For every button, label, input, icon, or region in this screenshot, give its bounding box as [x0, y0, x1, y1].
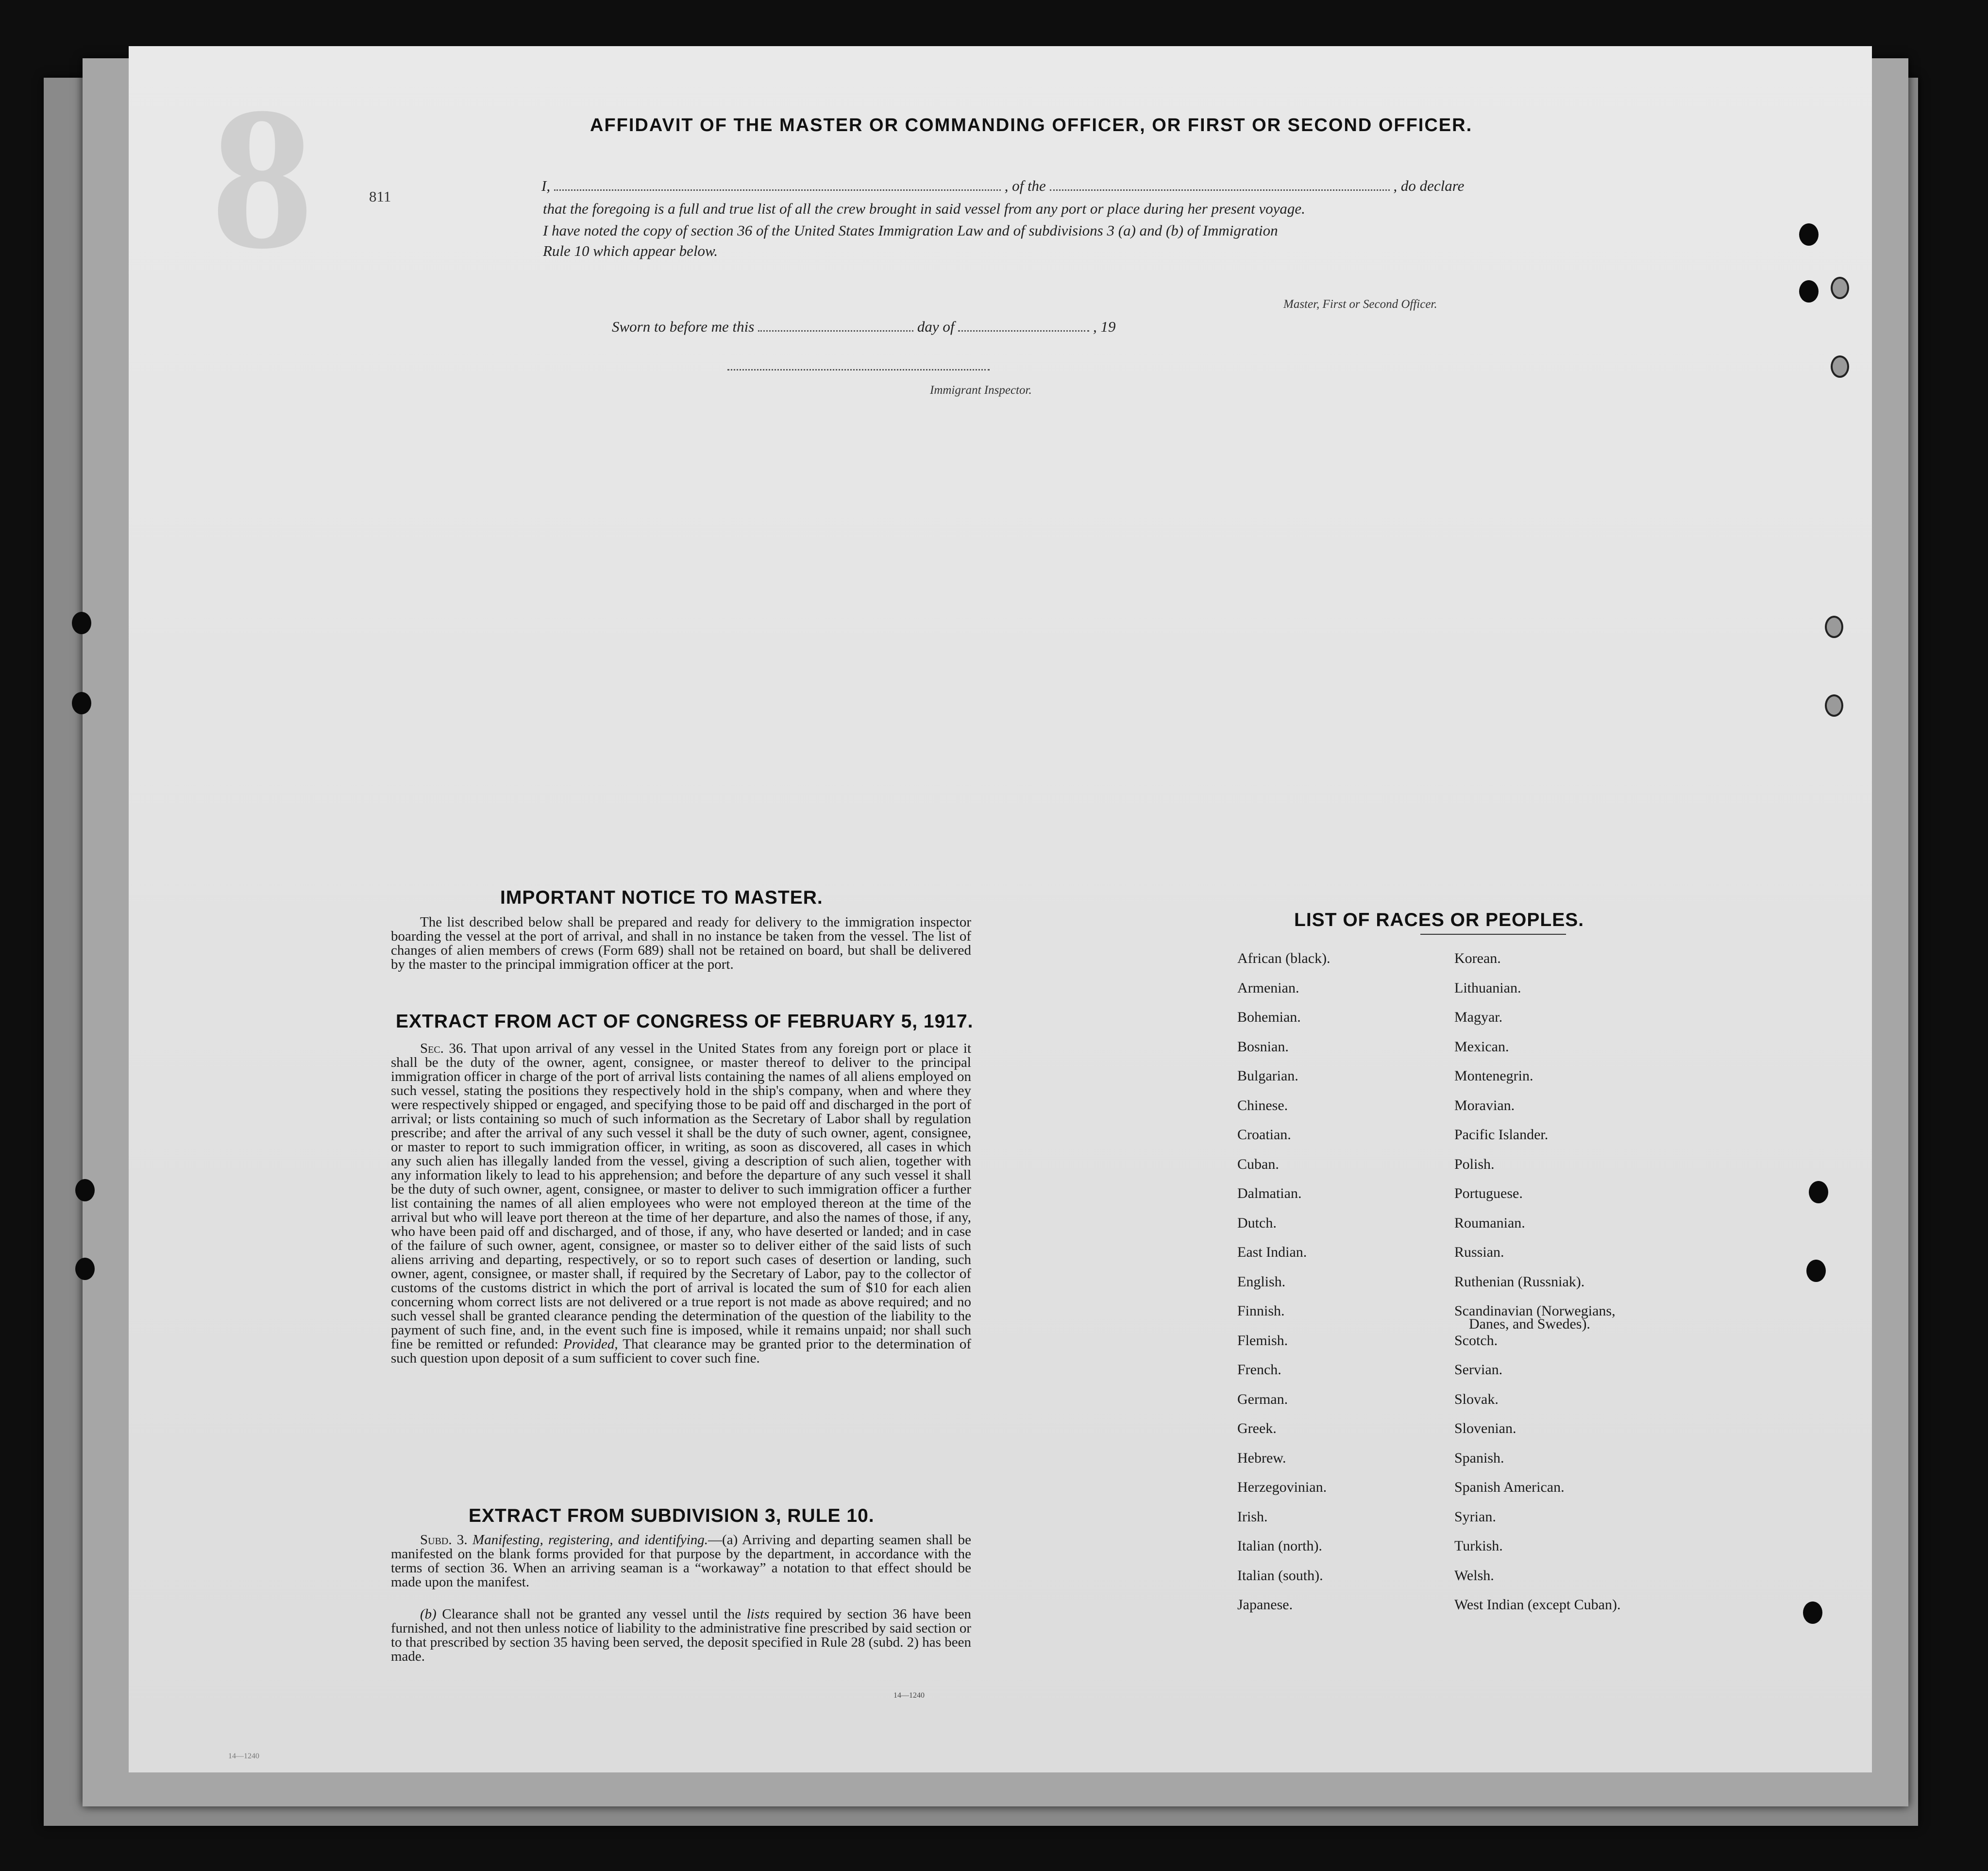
- race-left-item: East Indian.: [1237, 1244, 1307, 1260]
- declaration-line-3: I have noted the copy of section 36 of the United States Immigration Law and of subdivisions 3 (a) and (b) of Immigration: [543, 222, 1278, 239]
- race-left-item: Italian (south).: [1237, 1567, 1323, 1584]
- race-right-item: Mexican.: [1454, 1038, 1509, 1055]
- binder-hole: [1806, 1260, 1826, 1282]
- notice-title: IMPORTANT NOTICE TO MASTER.: [500, 887, 823, 908]
- race-right-item: Welsh.: [1454, 1567, 1494, 1584]
- act-extract-title: EXTRACT FROM ACT OF CONGRESS OF FEBRUARY 5, 1917.: [396, 1011, 974, 1032]
- inspector-label: Immigrant Inspector.: [930, 384, 1032, 397]
- binder-hole: [1825, 694, 1843, 717]
- binder-hole: [1799, 280, 1819, 303]
- races-title: LIST OF RACES OR PEOPLES.: [1294, 910, 1584, 930]
- race-right-item: Pacific Islander.: [1454, 1127, 1549, 1143]
- binder-hole: [1831, 355, 1849, 378]
- binder-hole: [75, 1179, 95, 1201]
- race-right-item: Servian.: [1454, 1362, 1503, 1378]
- race-right-item: Turkish.: [1454, 1538, 1503, 1554]
- race-right-item: Spanish.: [1454, 1450, 1504, 1466]
- race-left-item: Greek.: [1237, 1420, 1277, 1436]
- race-left-item: Finnish.: [1237, 1303, 1285, 1319]
- race-left-item: Armenian.: [1237, 979, 1299, 996]
- race-left-item: Flemish.: [1237, 1332, 1288, 1348]
- race-right-item: Roumanian.: [1454, 1214, 1525, 1231]
- binder-hole: [1809, 1181, 1828, 1203]
- subd-heading: Manifesting, registering, and identifying.: [472, 1532, 708, 1548]
- binder-hole: [1831, 277, 1849, 299]
- race-right-item: Lithuanian.: [1454, 979, 1521, 996]
- race-left-item: African (black).: [1237, 950, 1331, 966]
- race-left-item: Bohemian.: [1237, 1009, 1301, 1025]
- para-a-label: —(a): [708, 1532, 738, 1548]
- race-left-item: Dutch.: [1237, 1214, 1277, 1231]
- para-b-start: Clearance shall not be granted any vessel until the: [442, 1606, 741, 1622]
- sworn-month-blank: [958, 328, 1089, 332]
- bleed-through-stamp: 8: [211, 65, 313, 291]
- binder-hole: [75, 1258, 95, 1280]
- race-scandinavian-cont: Danes, and Swedes).: [1469, 1316, 1590, 1332]
- rule-extract-para-a: [391, 1533, 971, 1589]
- rule-extract-title: EXTRACT FROM SUBDIVISION 3, RULE 10.: [469, 1505, 875, 1526]
- para-b-end: required by section 36 have been furnished, and not then unless notice of liability to the administrative fine prescribed by said section or to that prescribed by section 35 having been served, the deposit specified in Rule 28 (subd. 2) has been made.: [391, 1606, 971, 1664]
- para-a-text: Arriving and departing seamen shall be manifested on the blank forms provided for that purpose by the department, in accordance with the terms of section 36. When an arriving seaman is a “workaway” a notation to that effect should be made upon the manifest.: [391, 1532, 971, 1590]
- race-right-item: Portuguese.: [1454, 1185, 1523, 1201]
- subd-label: Subd. 3.: [420, 1532, 468, 1548]
- declaration-of-the: , of the: [1004, 177, 1046, 194]
- declaration-line-4: Rule 10 which appear below.: [543, 242, 718, 259]
- race-right-item: Slovenian.: [1454, 1420, 1516, 1436]
- section-36-text: That upon arrival of any vessel in the United States from any foreign port or place it shall be the duty of the owner, agent, consignee, or master thereof to deliver to the principal immigration officer in charge of the port of arrival lists containing the names of all aliens employed on such vessel, stating the positions they respectively hold in the ship's company, when and where they were respectively shipped or engaged, and specifying those to be paid off and discharged in the port of arrival; or lists containing so much of such information as the Secretary of Labor shall by regulation prescribe; and after the arrival of any such vessel it shall be the duty of such owner, agent, consignee, or master to report to such immigration officer, in writing, as soon as discovered, all cases in which any such alien has illegally landed from the vessel, giving a description of such alien, together with any information likely to lead to his apprehension; and before the departure of any such vessel it shall be the duty of such owner, agent, consignee, or master to deliver to such immigration officer a further list containing the names of all alien employees who were not employed thereon at the time of the arrival but who will leave port thereon at the time of her departure, and also the names of those, if any, who have been paid off and discharged, and of those, if any, who have deserted or landed; and in case of the failure of such owner, agent, consignee, or master so to deliver either of the said lists of such aliens arriving and departing, respectively, or so to report such cases of desertion or landing, such owner, agent, consignee, or master shall, if required by the Secretary of Labor, pay to the collector of customs of the customs district in which the port of arrival is located the sum of $10 for each alien concerning whom correct lists are not delivered or a true report is not made as above required; and no such vessel shall be granted clearance pending the determination of the question of the liability to the payment of such fine, and, in the event such fine is imposed, while it remains unpaid; nor shall such fine be remitted or refunded:: [391, 1041, 972, 1352]
- race-right-item: Slovak.: [1454, 1391, 1499, 1407]
- race-left-item: Irish.: [1237, 1508, 1268, 1525]
- race-right-item: Montenegrin.: [1454, 1068, 1533, 1084]
- inspector-signature-line: [727, 369, 990, 371]
- footer-form-number: 14—1240: [228, 1752, 259, 1760]
- race-left-item: Dalmatian.: [1237, 1185, 1302, 1201]
- sworn-day-blank: [758, 328, 913, 332]
- race-left-item: Bosnian.: [1237, 1038, 1289, 1055]
- name-blank: [554, 187, 1001, 191]
- race-right-item: Ruthenian (Russniak).: [1454, 1273, 1585, 1290]
- race-left-item: Croatian.: [1237, 1127, 1291, 1143]
- provided-label: Provided,: [563, 1336, 618, 1352]
- race-right-item: Scotch.: [1454, 1332, 1498, 1348]
- form-page: [129, 46, 1872, 1772]
- binder-hole: [1799, 223, 1819, 246]
- notice-body: The list described below shall be prepared and ready for delivery to the immigration inspector boarding the vessel at the port of arrival, and shall in no instance be taken from the vessel. The list of changes of alien members of crews (Form 689) shall not be retained on board, but shall be delivered by the master to the principal immigration officer at the port.: [391, 914, 971, 972]
- declaration-i: I,: [541, 177, 551, 194]
- section-36-text-end: That clearance may be granted prior to the determination of such question upon deposit of a sum sufficient to cover such fine.: [391, 1336, 972, 1366]
- rule-extract-para-b: [391, 1607, 971, 1664]
- binder-hole: [1825, 616, 1843, 638]
- race-left-item: German.: [1237, 1391, 1288, 1407]
- para-b-lists: lists: [746, 1606, 770, 1622]
- form-number: 14—1240: [893, 1691, 925, 1700]
- vessel-blank: [1050, 187, 1390, 191]
- race-left-item: Chinese.: [1237, 1097, 1288, 1113]
- sworn-to-before: Sworn to before me this: [612, 318, 755, 335]
- sworn-year: , 19: [1093, 318, 1116, 335]
- section-label: Sec. 36.: [420, 1041, 467, 1056]
- race-right-item: Russian.: [1454, 1244, 1504, 1260]
- binder-hole: [72, 692, 91, 714]
- race-left-item: French.: [1237, 1362, 1281, 1378]
- declaration-do-declare: , do declare: [1393, 177, 1465, 194]
- race-right-item: Magyar.: [1454, 1009, 1503, 1025]
- margin-number: 811: [369, 188, 391, 205]
- declaration-line-2: that the foregoing is a full and true list of all the crew brought in said vessel from any port or place during her present voyage.: [543, 200, 1305, 217]
- affidavit-title: AFFIDAVIT OF THE MASTER OR COMMANDING OFFICER, OR FIRST OR SECOND OFFICER.: [590, 115, 1473, 135]
- sworn-line: [612, 318, 1115, 336]
- race-right-item: Moravian.: [1454, 1097, 1515, 1113]
- race-right-item: Scandinavian (Norwegians,: [1454, 1303, 1616, 1319]
- races-title-underline: [1420, 934, 1566, 935]
- declaration-line-1: [541, 177, 1464, 195]
- binder-hole: [1803, 1601, 1822, 1624]
- act-extract-body: [391, 1042, 971, 1365]
- master-signature-label: Master, First or Second Officer.: [1283, 298, 1437, 311]
- race-left-item: Bulgarian.: [1237, 1068, 1298, 1084]
- race-left-item: Italian (north).: [1237, 1538, 1322, 1554]
- race-right-item: Korean.: [1454, 950, 1501, 966]
- race-left-item: Hebrew.: [1237, 1450, 1286, 1466]
- race-right-item: Polish.: [1454, 1156, 1495, 1172]
- race-left-item: Herzegovinian.: [1237, 1479, 1327, 1495]
- race-right-item: Syrian.: [1454, 1508, 1496, 1525]
- sworn-day-of: day of: [917, 318, 955, 335]
- race-right-item: West Indian (except Cuban).: [1454, 1597, 1621, 1613]
- race-right-item: Spanish American.: [1454, 1479, 1565, 1495]
- race-left-item: Japanese.: [1237, 1597, 1293, 1613]
- race-left-item: Cuban.: [1237, 1156, 1279, 1172]
- race-left-item: English.: [1237, 1273, 1286, 1290]
- binder-hole: [72, 612, 91, 634]
- para-b-label: (b): [420, 1606, 437, 1622]
